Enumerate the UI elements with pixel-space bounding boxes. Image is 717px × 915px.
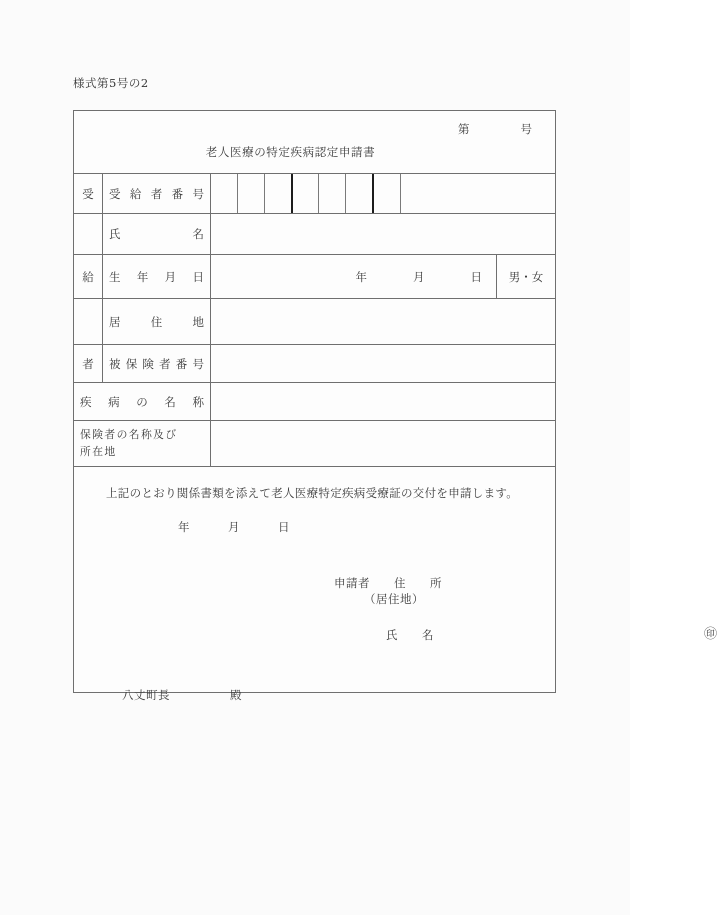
table-row-disease-name [74, 383, 555, 421]
statement-date-line[interactable]: 年 月 日 [178, 520, 291, 534]
seal-stamp-icon: ㊞ [703, 627, 717, 642]
vertical-label-char-3: 者 [74, 345, 103, 382]
sex-selection-cell[interactable]: 男・女 [496, 255, 555, 298]
number-cell-5[interactable] [319, 174, 346, 213]
birthdate-year-label: 年 [355, 269, 367, 284]
label-insured-number: 被 保 険 者 番 号 [103, 345, 211, 382]
vertical-label-char-spacer-1 [74, 214, 103, 254]
document-title: 老人医療の特定疾病認定申請書 [205, 145, 376, 159]
addressee-line: 八丈町長 殿 [122, 688, 242, 702]
birthdate-input-area[interactable] [211, 255, 496, 298]
statement-block [74, 467, 717, 703]
table-row-insured-number [74, 345, 555, 383]
vertical-label-char-2: 給 [74, 255, 103, 298]
label-disease-name: 疾 病 の 名 称 [74, 383, 211, 420]
vertical-label-char-spacer-2 [74, 299, 103, 344]
applicant-name-label: 氏 名 [386, 628, 434, 642]
label-recipient-number: 受 給 者 番 号 [103, 174, 211, 213]
table-row-recipient-number [74, 174, 555, 214]
label-residence: 居 住 地 [103, 299, 211, 344]
number-cell-1[interactable] [211, 174, 238, 213]
label-name: 氏 名 [103, 214, 211, 254]
label-insurer-line2: 所在地 [80, 444, 117, 458]
birthdate-day-label: 日 [470, 269, 482, 284]
number-cell-7[interactable] [374, 174, 401, 213]
number-cell-6[interactable] [346, 174, 374, 213]
birthdate-month-label: 月 [413, 269, 425, 284]
label-insurer [74, 421, 211, 466]
recipient-number-cells[interactable] [211, 174, 555, 213]
form-frame [73, 110, 717, 702]
name-input-area[interactable] [211, 214, 555, 254]
document-number-label: 第 号 [458, 122, 533, 136]
recipient-table [74, 174, 555, 467]
title-band [74, 111, 555, 174]
label-insurer-line1: 保険者の名称及び [80, 428, 178, 442]
residence-input-area[interactable] [211, 299, 555, 344]
number-cell-2[interactable] [238, 174, 265, 213]
table-row-name [74, 214, 555, 255]
applicant-address-label: 申請者 住 所 [334, 576, 442, 590]
table-row-residence [74, 299, 555, 345]
applicant-block [94, 575, 717, 643]
applicant-residence-note: （居住地） [364, 592, 424, 606]
disease-name-input-area[interactable] [211, 383, 555, 420]
number-cell-3[interactable] [265, 174, 293, 213]
table-row-insurer [74, 421, 555, 467]
number-cell-4[interactable] [293, 174, 320, 213]
insured-number-input-area[interactable] [211, 345, 555, 382]
form-code: 様式第5号の2 [73, 76, 149, 90]
label-birthdate: 生 年 月 日 [103, 255, 211, 298]
table-row-birthdate [74, 255, 555, 299]
vertical-label-char-1: 受 [74, 174, 103, 213]
insurer-input-area[interactable] [211, 421, 555, 466]
statement-text: 上記のとおり関係書類を添えて老人医療特定疾病受療証の交付を申請します。 [106, 486, 519, 500]
